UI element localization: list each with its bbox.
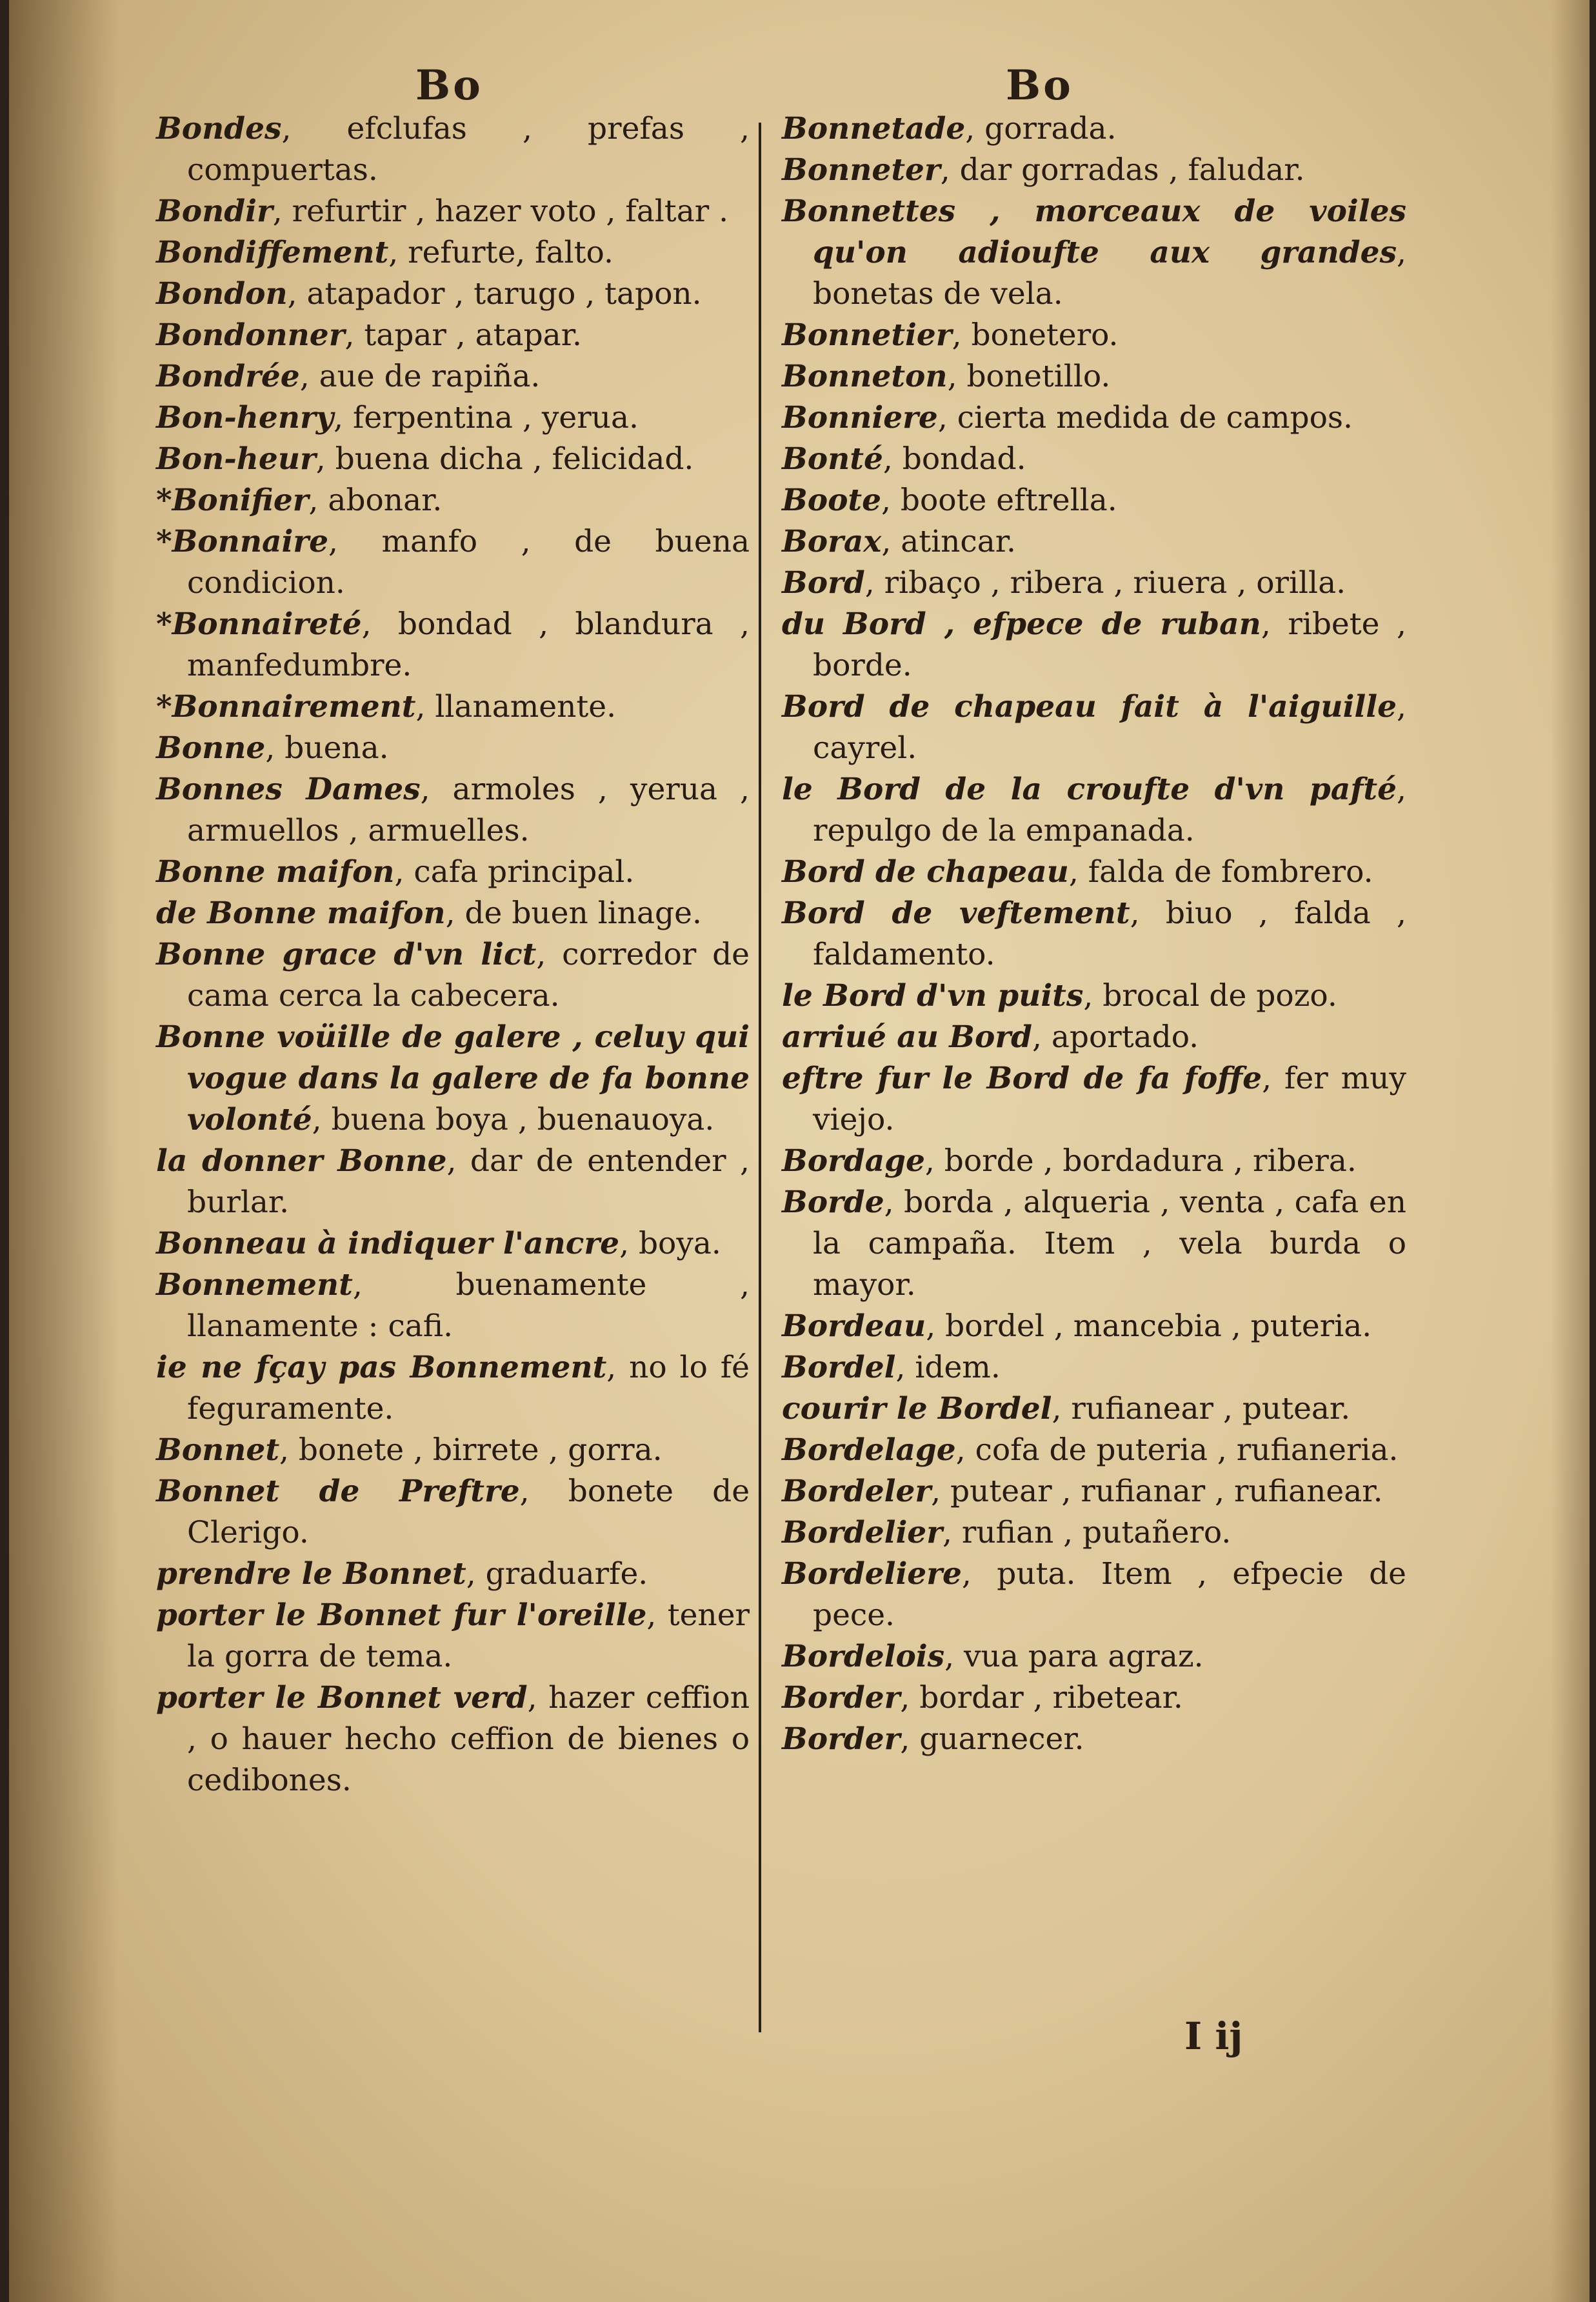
entry-term: Bondir [156, 194, 273, 229]
entry-term: *Bonnairement [156, 689, 416, 725]
dictionary-entry [782, 1141, 1406, 1182]
entry-definition: , gorrada. [965, 111, 1117, 146]
entry-definition: , bonete , birrete , gorra. [279, 1432, 663, 1468]
dictionary-entry [156, 480, 750, 521]
dictionary-entry [156, 1347, 750, 1430]
dictionary-entry [156, 232, 750, 274]
entry-definition: , vua para agraz. [944, 1639, 1204, 1674]
entry-term: Bordeau [782, 1308, 926, 1344]
left-column [156, 108, 750, 1801]
entry-definition: , hazer ceffion , o hauer hecho ceffion de bienes o cedibones. [187, 1680, 750, 1798]
entry-term: Bondrée [156, 359, 300, 394]
entry-term: de Bonne maifon [156, 896, 446, 931]
entry-term: Bord de chapeau [782, 854, 1069, 890]
dictionary-entry [156, 769, 750, 852]
entry-term: Bordel [782, 1350, 896, 1385]
entry-definition: , brocal de pozo. [1083, 978, 1337, 1014]
column-divider [759, 123, 761, 2032]
entry-term: le Bord d'vn puits [782, 978, 1084, 1014]
entry-definition: , efclufas , prefas , compuertas. [187, 111, 750, 188]
dictionary-entry [782, 1388, 1406, 1430]
running-head-left: Bo [415, 61, 483, 110]
entry-term: Bonneau à indiquer l'ancre [156, 1226, 620, 1261]
dictionary-entry [156, 439, 750, 480]
entry-term: Bonne maifon [156, 854, 395, 890]
entry-term: Borde [782, 1185, 884, 1220]
entry-term: Bord de chapeau fait à l'aiguille [782, 689, 1397, 725]
dictionary-entry [782, 1677, 1406, 1719]
dictionary-entry [782, 439, 1406, 480]
dictionary-entry [782, 1058, 1406, 1141]
entry-definition: , guarnecer. [900, 1721, 1084, 1757]
entry-definition: , cierta medida de campos. [937, 400, 1353, 435]
dictionary-entry [156, 191, 750, 232]
entry-term: Bonnetier [782, 317, 952, 353]
entry-definition: , cayrel. [813, 689, 1406, 766]
entry-definition: , bonetas de vela. [813, 235, 1406, 312]
right-column [782, 108, 1406, 1760]
dictionary-entry [782, 315, 1406, 356]
entry-definition: , no lo fé feguramente. [187, 1350, 750, 1426]
entry-definition: , tener la gorra de tema. [187, 1597, 750, 1674]
dictionary-entry [782, 976, 1406, 1017]
entry-definition: , armoles , yerua , armuellos , armuelles. [187, 772, 750, 848]
entry-definition: , bonetero. [952, 317, 1119, 353]
dictionary-entry [156, 893, 750, 934]
dictionary-entry [782, 521, 1406, 563]
dictionary-entry [782, 1471, 1406, 1512]
entry-term: Bondes [156, 111, 282, 146]
dictionary-entry [156, 1471, 750, 1554]
entry-definition: , graduarfe. [466, 1556, 648, 1592]
entry-definition: , idem. [895, 1350, 1001, 1385]
entry-definition: , rufianear , putear. [1052, 1391, 1351, 1426]
entry-term: Bonneter [782, 152, 941, 188]
dictionary-entry [782, 893, 1406, 976]
entry-term: Borax [782, 524, 882, 559]
dictionary-entry [782, 1512, 1406, 1554]
entry-definition: , de buen linage. [445, 896, 702, 931]
dictionary-entry [156, 1430, 750, 1471]
dictionary-entry [156, 521, 750, 604]
dictionary-entry [782, 1554, 1406, 1636]
entry-term: porter le Bonnet verd [156, 1680, 528, 1716]
entry-definition: , cafa principal. [394, 854, 635, 890]
entry-term: Bonniere [782, 400, 938, 435]
dictionary-entry [782, 480, 1406, 521]
entry-definition: , bondad , blandura , manfedumbre. [187, 606, 750, 683]
dictionary-entry [156, 604, 750, 686]
entry-term: Bordage [782, 1143, 925, 1179]
entry-term: Bonne grace d'vn lict [156, 937, 537, 972]
entry-definition: , atincar. [881, 524, 1016, 559]
entry-definition: , rufian , putañero. [942, 1515, 1232, 1550]
entry-term: Bonnetade [782, 111, 966, 146]
entry-definition: , bordel , mancebia , puteria. [926, 1308, 1372, 1344]
entry-definition: , buenamente , llanamente : cafi. [187, 1267, 750, 1344]
dictionary-entry [782, 1719, 1406, 1760]
dictionary-entry [156, 274, 750, 315]
entry-term: Bordelois [782, 1639, 945, 1674]
entry-term: eftre fur le Bord de fa foffe [782, 1061, 1262, 1096]
entry-definition: , bonetillo. [947, 359, 1111, 394]
entry-definition: , borde , bordadura , ribera. [924, 1143, 1357, 1179]
signature-mark: I ij [1184, 2014, 1243, 2058]
entry-definition: , buena. [265, 730, 389, 766]
entry-definition: , abonar. [308, 483, 443, 518]
dictionary-entry [156, 1017, 750, 1141]
running-head-right: Bo [1006, 61, 1073, 110]
entry-definition: , corredor de cama cerca la cabecera. [187, 937, 750, 1014]
entry-term: Bonnet [156, 1432, 280, 1468]
entry-term: Bord de veftement [782, 896, 1130, 931]
entry-definition: , buena boya , buenauoya. [312, 1102, 715, 1137]
dictionary-entry [156, 1595, 750, 1677]
entry-definition: , cofa de puteria , rufianeria. [955, 1432, 1399, 1468]
entry-term: Bordelage [782, 1432, 956, 1468]
dictionary-entry [782, 1430, 1406, 1471]
entry-term: Border [782, 1721, 901, 1757]
dictionary-entry [156, 852, 750, 893]
dictionary-entry [782, 604, 1406, 686]
entry-definition: , boote eftrella. [881, 483, 1117, 518]
entry-definition: , biuo , falda , faldamento. [813, 896, 1406, 972]
entry-term: Bonne voüille de galere , celuy qui vogue dans la galere de fa bonne volonté [156, 1019, 750, 1137]
entry-definition: , buena dicha , felicidad. [315, 441, 694, 477]
entry-term: Bondonner [156, 317, 345, 353]
entry-definition: , repulgo de la empanada. [813, 772, 1406, 848]
entry-term: Bonnet de Preftre [156, 1474, 520, 1509]
entry-term: Border [782, 1680, 901, 1716]
dictionary-entry [782, 108, 1406, 150]
entry-definition: , tapar , atapar. [344, 317, 582, 353]
entry-term: Bordeliere [782, 1556, 962, 1592]
entry-term: Bondiffement [156, 235, 389, 270]
entry-term: Bonneton [782, 359, 948, 394]
entry-definition: , falda de fombrero. [1068, 854, 1373, 890]
entry-definition: , puta. Item , efpecie de pece. [813, 1556, 1406, 1633]
entry-definition: , bondad. [883, 441, 1026, 477]
dictionary-entry [156, 356, 750, 397]
dictionary-entry [156, 1265, 750, 1347]
entry-term: arriué au Bord [782, 1019, 1032, 1055]
entry-term: Bordeler [782, 1474, 932, 1509]
dictionary-entry [156, 1223, 750, 1265]
entry-term: Bondon [156, 276, 288, 312]
entry-definition: , aportado. [1032, 1019, 1199, 1055]
entry-definition: , boya. [619, 1226, 721, 1261]
dictionary-entry [156, 728, 750, 769]
dictionary-entry [156, 686, 750, 728]
entry-definition: , ribaço , ribera , riuera , orilla. [864, 565, 1346, 601]
entry-term: Bonne [156, 730, 266, 766]
dictionary-entry [156, 397, 750, 439]
entry-definition: , atapador , tarugo , tapon. [287, 276, 702, 312]
entry-term: du Bord , efpece de ruban [782, 606, 1261, 642]
dictionary-entry [782, 356, 1406, 397]
entry-definition: , ribete , borde. [813, 606, 1406, 683]
entry-definition: , refurtir , hazer voto , faltar . [272, 194, 729, 229]
dictionary-entry [782, 1347, 1406, 1388]
dictionary-entry [782, 1182, 1406, 1306]
entry-term: Boote [782, 483, 882, 518]
entry-definition: , ferpentina , yerua. [334, 400, 639, 435]
entry-term: Bonnettes , morceaux de voiles qu'on adioufte aux grandes [782, 194, 1406, 270]
entry-term: Bonté [782, 441, 883, 477]
dictionary-entry [782, 852, 1406, 893]
entry-term: courir le Bordel [782, 1391, 1052, 1426]
entry-term: Bonnes Dames [156, 772, 421, 807]
dictionary-entry [782, 1636, 1406, 1677]
dictionary-entry [782, 1306, 1406, 1347]
entry-definition: , putear , rufianar , rufianear. [931, 1474, 1383, 1509]
entry-definition: , manfo , de buena condicion. [187, 524, 750, 601]
dictionary-entry [782, 686, 1406, 769]
dictionary-entry [782, 150, 1406, 191]
entry-term: *Bonifier [156, 483, 309, 518]
entry-term: prendre le Bonnet [156, 1556, 466, 1592]
dictionary-entry [782, 397, 1406, 439]
entry-definition: , borda , alqueria , venta , cafa en la campaña. Item , vela burda o mayor. [813, 1185, 1406, 1303]
entry-term: porter le Bonnet fur l'oreille [156, 1597, 647, 1633]
entry-definition: , aue de rapiña. [299, 359, 541, 394]
dictionary-entry [156, 315, 750, 356]
dictionary-entry [156, 934, 750, 1017]
entry-term: *Bonnaireté [156, 606, 362, 642]
entry-definition: , bordar , ribetear. [900, 1680, 1183, 1716]
entry-definition: , dar de entender , burlar. [187, 1143, 750, 1220]
dictionary-entry [782, 769, 1406, 852]
dictionary-entry [156, 1554, 750, 1595]
entry-term: ie ne fçay pas Bonnement [156, 1350, 607, 1385]
entry-term: Bordelier [782, 1515, 943, 1550]
entry-definition: , fer muy viejo. [813, 1061, 1406, 1137]
entry-term: Bord [782, 565, 865, 601]
entry-term: la donner Bonne [156, 1143, 447, 1179]
dictionary-entry [156, 1677, 750, 1801]
entry-definition: , dar gorradas , faludar. [940, 152, 1305, 188]
entry-term: Bon-henry [156, 400, 334, 435]
dictionary-entry [156, 1141, 750, 1223]
dictionary-entry [782, 191, 1406, 315]
entry-term: le Bord de la croufte d'vn pafté [782, 772, 1397, 807]
dictionary-entry [156, 108, 750, 191]
entry-term: Bonnement [156, 1267, 353, 1303]
dictionary-entry [782, 1017, 1406, 1058]
entry-definition: , refurte, falto. [388, 235, 613, 270]
entry-definition: , llanamente. [415, 689, 617, 725]
dictionary-entry [782, 563, 1406, 604]
entry-term: *Bonnaire [156, 524, 328, 559]
book-page [9, 0, 1590, 2302]
entry-term: Bon-heur [156, 441, 316, 477]
entry-definition: , bonete de Clerigo. [187, 1474, 750, 1550]
